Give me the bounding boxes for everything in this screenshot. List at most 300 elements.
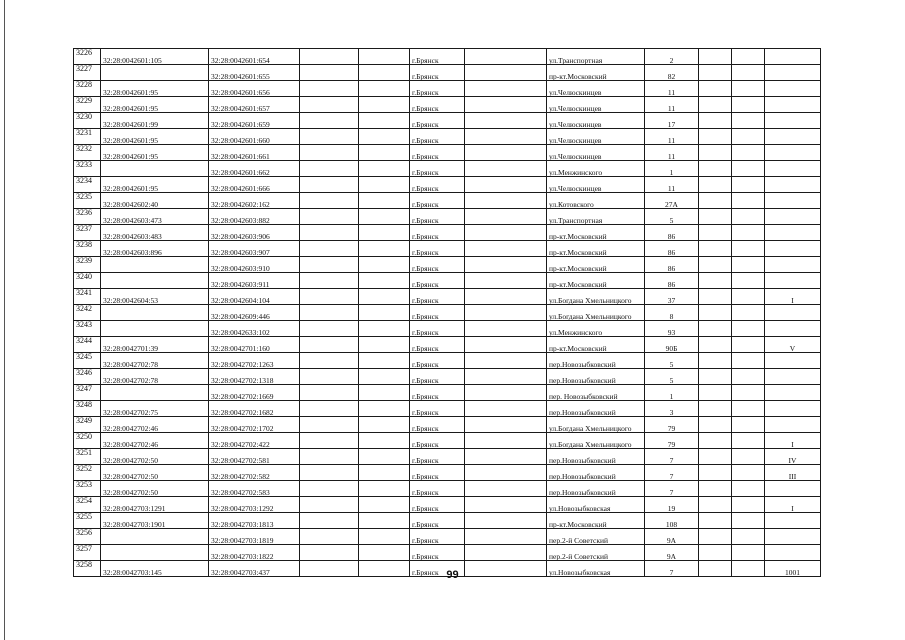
page-number: 99 (446, 569, 459, 581)
street-cell: пр-кт.Московский (547, 273, 645, 289)
street-cell: ул.Транспортная (547, 209, 645, 225)
empty-cell (359, 161, 410, 177)
house-number-cell: 1 (645, 385, 699, 401)
table-row (74, 305, 821, 321)
city-cell: г.Брянск (410, 321, 465, 337)
building-number-cell: 32:28:0042703:1822 (209, 545, 300, 561)
empty-cell (732, 177, 765, 193)
house-number-cell: 86 (645, 273, 699, 289)
category-cell (765, 417, 821, 433)
city-cell: г.Брянск (410, 49, 465, 65)
city-cell: г.Брянск (410, 97, 465, 113)
building-number-cell: 32:28:0042702:581 (209, 449, 300, 465)
category-cell (765, 177, 821, 193)
street-cell: ул.Челюскинцев (547, 81, 645, 97)
empty-cell (359, 273, 410, 289)
empty-cell (465, 433, 547, 449)
table-row (74, 369, 821, 385)
category-cell (765, 545, 821, 561)
empty-cell (732, 353, 765, 369)
street-cell: ул.Челюскинцев (547, 97, 645, 113)
empty-cell (465, 545, 547, 561)
row-number-cell: 3236 (74, 209, 101, 225)
empty-cell (699, 465, 732, 481)
building-number-cell: 32:28:0042603:882 (209, 209, 300, 225)
empty-cell (300, 81, 359, 97)
house-number-cell: 79 (645, 417, 699, 433)
row-number-cell: 3235 (74, 193, 101, 209)
street-cell: ул.Челюскинцев (547, 145, 645, 161)
street-cell: пер.Новозыбковский (547, 369, 645, 385)
empty-cell (359, 433, 410, 449)
category-cell (765, 481, 821, 497)
city-cell: г.Брянск (410, 513, 465, 529)
registry-body (74, 49, 821, 577)
street-cell: пр-кт.Московский (547, 257, 645, 273)
city-cell: г.Брянск (410, 65, 465, 81)
empty-cell (732, 481, 765, 497)
building-number-cell: 32:28:0042702:1263 (209, 353, 300, 369)
row-number-cell: 3231 (74, 129, 101, 145)
empty-cell (359, 353, 410, 369)
empty-cell (699, 385, 732, 401)
empty-cell (699, 401, 732, 417)
table-row (74, 225, 821, 241)
parcel-number-cell (101, 65, 209, 81)
street-cell: ул.Челюскинцев (547, 129, 645, 145)
empty-cell (732, 401, 765, 417)
empty-cell (699, 321, 732, 337)
empty-cell (465, 337, 547, 353)
building-number-cell: 32:28:0042701:160 (209, 337, 300, 353)
category-cell (765, 145, 821, 161)
row-number-cell: 3229 (74, 97, 101, 113)
empty-cell (300, 529, 359, 545)
empty-cell (732, 385, 765, 401)
row-number-cell: 3237 (74, 225, 101, 241)
empty-cell (732, 465, 765, 481)
category-cell (765, 129, 821, 145)
city-cell: г.Брянск (410, 545, 465, 561)
city-cell: г.Брянск (410, 193, 465, 209)
street-cell: пр-кт.Московский (547, 241, 645, 257)
table-row (74, 49, 821, 65)
empty-cell (732, 145, 765, 161)
house-number-cell: 93 (645, 321, 699, 337)
category-cell: IV (765, 449, 821, 465)
empty-cell (359, 513, 410, 529)
row-number-cell: 3249 (74, 417, 101, 433)
empty-cell (465, 65, 547, 81)
empty-cell (465, 209, 547, 225)
house-number-cell: 1 (645, 161, 699, 177)
building-number-cell: 32:28:0042601:662 (209, 161, 300, 177)
empty-cell (300, 337, 359, 353)
table-row (74, 65, 821, 81)
house-number-cell: 8 (645, 305, 699, 321)
empty-cell (465, 81, 547, 97)
row-number-cell: 3250 (74, 433, 101, 449)
empty-cell (359, 225, 410, 241)
city-cell: г.Брянск (410, 433, 465, 449)
table-row (74, 241, 821, 257)
empty-cell (699, 65, 732, 81)
empty-cell (359, 385, 410, 401)
table-row (74, 449, 821, 465)
category-cell (765, 353, 821, 369)
empty-cell (699, 193, 732, 209)
street-cell: пер.2-й Советский (547, 529, 645, 545)
city-cell: г.Брянск (410, 353, 465, 369)
empty-cell (699, 449, 732, 465)
empty-cell (465, 193, 547, 209)
empty-cell (699, 433, 732, 449)
row-number-cell: 3254 (74, 497, 101, 513)
empty-cell (732, 305, 765, 321)
category-cell: 1001 (765, 561, 821, 577)
street-cell: ул.Челюскинцев (547, 113, 645, 129)
table-row (74, 529, 821, 545)
house-number-cell: 7 (645, 561, 699, 577)
empty-cell (699, 49, 732, 65)
empty-cell (732, 209, 765, 225)
building-number-cell: 32:28:0042601:655 (209, 65, 300, 81)
empty-cell (732, 449, 765, 465)
table-row (74, 273, 821, 289)
empty-cell (732, 241, 765, 257)
category-cell (765, 97, 821, 113)
empty-cell (359, 177, 410, 193)
row-number-cell: 3243 (74, 321, 101, 337)
category-cell (765, 49, 821, 65)
category-cell (765, 321, 821, 337)
row-number-cell: 3228 (74, 81, 101, 97)
parcel-number-cell: 32:28:0042702:50 (101, 449, 209, 465)
empty-cell (465, 465, 547, 481)
category-cell (765, 193, 821, 209)
empty-cell (699, 161, 732, 177)
empty-cell (359, 305, 410, 321)
empty-cell (732, 129, 765, 145)
parcel-number-cell: 32:28:0042602:40 (101, 193, 209, 209)
table-row (74, 257, 821, 273)
city-cell: г.Брянск (410, 257, 465, 273)
empty-cell (300, 385, 359, 401)
empty-cell (732, 337, 765, 353)
table-row (74, 177, 821, 193)
empty-cell (359, 529, 410, 545)
parcel-number-cell: 32:28:0042703:1901 (101, 513, 209, 529)
row-number-cell: 3246 (74, 369, 101, 385)
category-cell (765, 401, 821, 417)
row-number-cell: 3240 (74, 273, 101, 289)
category-cell (765, 209, 821, 225)
parcel-number-cell: 32:28:0042702:50 (101, 465, 209, 481)
empty-cell (732, 81, 765, 97)
parcel-number-cell: 32:28:0042601:99 (101, 113, 209, 129)
row-number-cell: 3232 (74, 145, 101, 161)
empty-cell (465, 241, 547, 257)
city-cell: г.Брянск (410, 369, 465, 385)
building-number-cell: 32:28:0042601:661 (209, 145, 300, 161)
empty-cell (359, 289, 410, 305)
empty-cell (465, 289, 547, 305)
house-number-cell: 86 (645, 241, 699, 257)
empty-cell (732, 161, 765, 177)
empty-cell (465, 529, 547, 545)
street-cell: пр-кт.Московский (547, 513, 645, 529)
empty-cell (359, 401, 410, 417)
empty-cell (300, 545, 359, 561)
street-cell: пр-кт.Московский (547, 65, 645, 81)
house-number-cell: 7 (645, 481, 699, 497)
empty-cell (359, 337, 410, 353)
building-number-cell: 32:28:0042703:1813 (209, 513, 300, 529)
building-number-cell: 32:28:0042703:437 (209, 561, 300, 577)
binding-edge-line (4, 0, 5, 640)
empty-cell (359, 545, 410, 561)
category-cell: III (765, 465, 821, 481)
empty-cell (732, 193, 765, 209)
table-row (74, 289, 821, 305)
row-number-cell: 3252 (74, 465, 101, 481)
building-number-cell: 32:28:0042633:102 (209, 321, 300, 337)
building-number-cell: 32:28:0042603:910 (209, 257, 300, 273)
parcel-number-cell: 32:28:0042702:46 (101, 433, 209, 449)
empty-cell (732, 273, 765, 289)
parcel-number-cell (101, 529, 209, 545)
house-number-cell: 108 (645, 513, 699, 529)
parcel-number-cell: 32:28:0042603:473 (101, 209, 209, 225)
category-cell (765, 273, 821, 289)
building-number-cell: 32:28:0042702:1318 (209, 369, 300, 385)
empty-cell (699, 497, 732, 513)
parcel-number-cell (101, 305, 209, 321)
house-number-cell: 90Б (645, 337, 699, 353)
table-row (74, 433, 821, 449)
house-number-cell: 11 (645, 129, 699, 145)
house-number-cell: 9А (645, 545, 699, 561)
building-number-cell: 32:28:0042703:1819 (209, 529, 300, 545)
street-cell: пр-кт.Московский (547, 225, 645, 241)
empty-cell (465, 97, 547, 113)
city-cell: г.Брянск (410, 225, 465, 241)
category-cell (765, 257, 821, 273)
row-number-cell: 3255 (74, 513, 101, 529)
empty-cell (359, 481, 410, 497)
empty-cell (465, 257, 547, 273)
empty-cell (465, 497, 547, 513)
street-cell: ул.Богдана Хмельницкого (547, 417, 645, 433)
building-number-cell: 32:28:0042601:657 (209, 97, 300, 113)
empty-cell (359, 257, 410, 273)
table-row (74, 513, 821, 529)
row-number-cell: 3226 (74, 49, 101, 65)
table-row (74, 97, 821, 113)
empty-cell (465, 321, 547, 337)
building-number-cell: 32:28:0042601:654 (209, 49, 300, 65)
city-cell: г.Брянск (410, 529, 465, 545)
house-number-cell: 11 (645, 177, 699, 193)
house-number-cell: 27А (645, 193, 699, 209)
city-cell: г.Брянск (410, 273, 465, 289)
house-number-cell: 86 (645, 225, 699, 241)
street-cell: ул.Менжинского (547, 321, 645, 337)
empty-cell (732, 65, 765, 81)
building-number-cell: 32:28:0042601:656 (209, 81, 300, 97)
empty-cell (699, 369, 732, 385)
building-number-cell: 32:28:0042703:1292 (209, 497, 300, 513)
building-number-cell: 32:28:0042601:666 (209, 177, 300, 193)
house-number-cell: 5 (645, 209, 699, 225)
empty-cell (732, 369, 765, 385)
house-number-cell: 3 (645, 401, 699, 417)
house-number-cell: 2 (645, 49, 699, 65)
empty-cell (465, 273, 547, 289)
row-number-cell: 3233 (74, 161, 101, 177)
table-row (74, 401, 821, 417)
empty-cell (699, 513, 732, 529)
table-row (74, 337, 821, 353)
category-cell (765, 81, 821, 97)
table-row (74, 129, 821, 145)
empty-cell (300, 273, 359, 289)
empty-cell (300, 369, 359, 385)
empty-cell (300, 193, 359, 209)
category-cell: I (765, 497, 821, 513)
city-cell: г.Брянск (410, 209, 465, 225)
empty-cell (359, 497, 410, 513)
empty-cell (699, 337, 732, 353)
parcel-number-cell: 32:28:0042702:46 (101, 417, 209, 433)
empty-cell (732, 513, 765, 529)
row-number-cell: 3234 (74, 177, 101, 193)
category-cell (765, 305, 821, 321)
table-row (74, 545, 821, 561)
house-number-cell: 37 (645, 289, 699, 305)
empty-cell (732, 289, 765, 305)
table-row (74, 209, 821, 225)
empty-cell (359, 145, 410, 161)
house-number-cell: 17 (645, 113, 699, 129)
category-cell: V (765, 337, 821, 353)
row-number-cell: 3258 (74, 561, 101, 577)
empty-cell (699, 177, 732, 193)
house-number-cell: 11 (645, 97, 699, 113)
empty-cell (300, 97, 359, 113)
table-row (74, 481, 821, 497)
parcel-number-cell: 32:28:0042601:95 (101, 81, 209, 97)
empty-cell (300, 321, 359, 337)
city-cell: г.Брянск (410, 161, 465, 177)
building-number-cell: 32:28:0042609:446 (209, 305, 300, 321)
building-number-cell: 32:28:0042702:1669 (209, 385, 300, 401)
table-row (74, 321, 821, 337)
empty-cell (465, 177, 547, 193)
building-number-cell: 32:28:0042702:1702 (209, 417, 300, 433)
empty-cell (359, 209, 410, 225)
table-row (74, 161, 821, 177)
city-cell: г.Брянск (410, 337, 465, 353)
row-number-cell: 3238 (74, 241, 101, 257)
registry-table (73, 48, 821, 577)
table-row (74, 193, 821, 209)
row-number-cell: 3251 (74, 449, 101, 465)
empty-cell (465, 449, 547, 465)
parcel-number-cell: 32:28:0042701:39 (101, 337, 209, 353)
empty-cell (465, 401, 547, 417)
street-cell: пер. Новозыбковский (547, 385, 645, 401)
category-cell (765, 241, 821, 257)
empty-cell (465, 369, 547, 385)
empty-cell (732, 113, 765, 129)
row-number-cell: 3253 (74, 481, 101, 497)
parcel-number-cell (101, 273, 209, 289)
parcel-number-cell: 32:28:0042703:145 (101, 561, 209, 577)
category-cell: I (765, 433, 821, 449)
house-number-cell: 79 (645, 433, 699, 449)
street-cell: ул.Челюскинцев (547, 177, 645, 193)
city-cell: г.Брянск (410, 481, 465, 497)
parcel-number-cell: 32:28:0042702:50 (101, 481, 209, 497)
empty-cell (359, 449, 410, 465)
empty-cell (359, 113, 410, 129)
city-cell: г.Брянск (410, 113, 465, 129)
empty-cell (359, 321, 410, 337)
street-cell: ул.Транспортная (547, 49, 645, 65)
street-cell: пер.Новозыбковский (547, 481, 645, 497)
parcel-number-cell: 32:28:0042601:95 (101, 145, 209, 161)
empty-cell (359, 129, 410, 145)
empty-cell (465, 113, 547, 129)
empty-cell (699, 145, 732, 161)
house-number-cell: 5 (645, 353, 699, 369)
parcel-number-cell: 32:28:0042601:95 (101, 177, 209, 193)
empty-cell (300, 465, 359, 481)
parcel-number-cell (101, 385, 209, 401)
city-cell: г.Брянск (410, 417, 465, 433)
empty-cell (359, 465, 410, 481)
empty-cell (465, 305, 547, 321)
row-number-cell: 3241 (74, 289, 101, 305)
empty-cell (465, 417, 547, 433)
category-cell (765, 161, 821, 177)
parcel-number-cell (101, 321, 209, 337)
row-number-cell: 3227 (74, 65, 101, 81)
row-number-cell: 3242 (74, 305, 101, 321)
empty-cell (699, 481, 732, 497)
empty-cell (300, 401, 359, 417)
street-cell: пер.Новозыбковский (547, 449, 645, 465)
empty-cell (465, 49, 547, 65)
empty-cell (465, 129, 547, 145)
empty-cell (300, 289, 359, 305)
city-cell: г.Брянск (410, 289, 465, 305)
city-cell: г.Брянск (410, 561, 465, 577)
street-cell: ул.Богдана Хмельницкого (547, 305, 645, 321)
city-cell: г.Брянск (410, 241, 465, 257)
empty-cell (732, 545, 765, 561)
empty-cell (699, 305, 732, 321)
street-cell: пер.Новозыбковский (547, 401, 645, 417)
table-row (74, 145, 821, 161)
empty-cell (699, 81, 732, 97)
empty-cell (699, 113, 732, 129)
parcel-number-cell (101, 161, 209, 177)
empty-cell (300, 113, 359, 129)
row-number-cell: 3244 (74, 337, 101, 353)
house-number-cell: 19 (645, 497, 699, 513)
